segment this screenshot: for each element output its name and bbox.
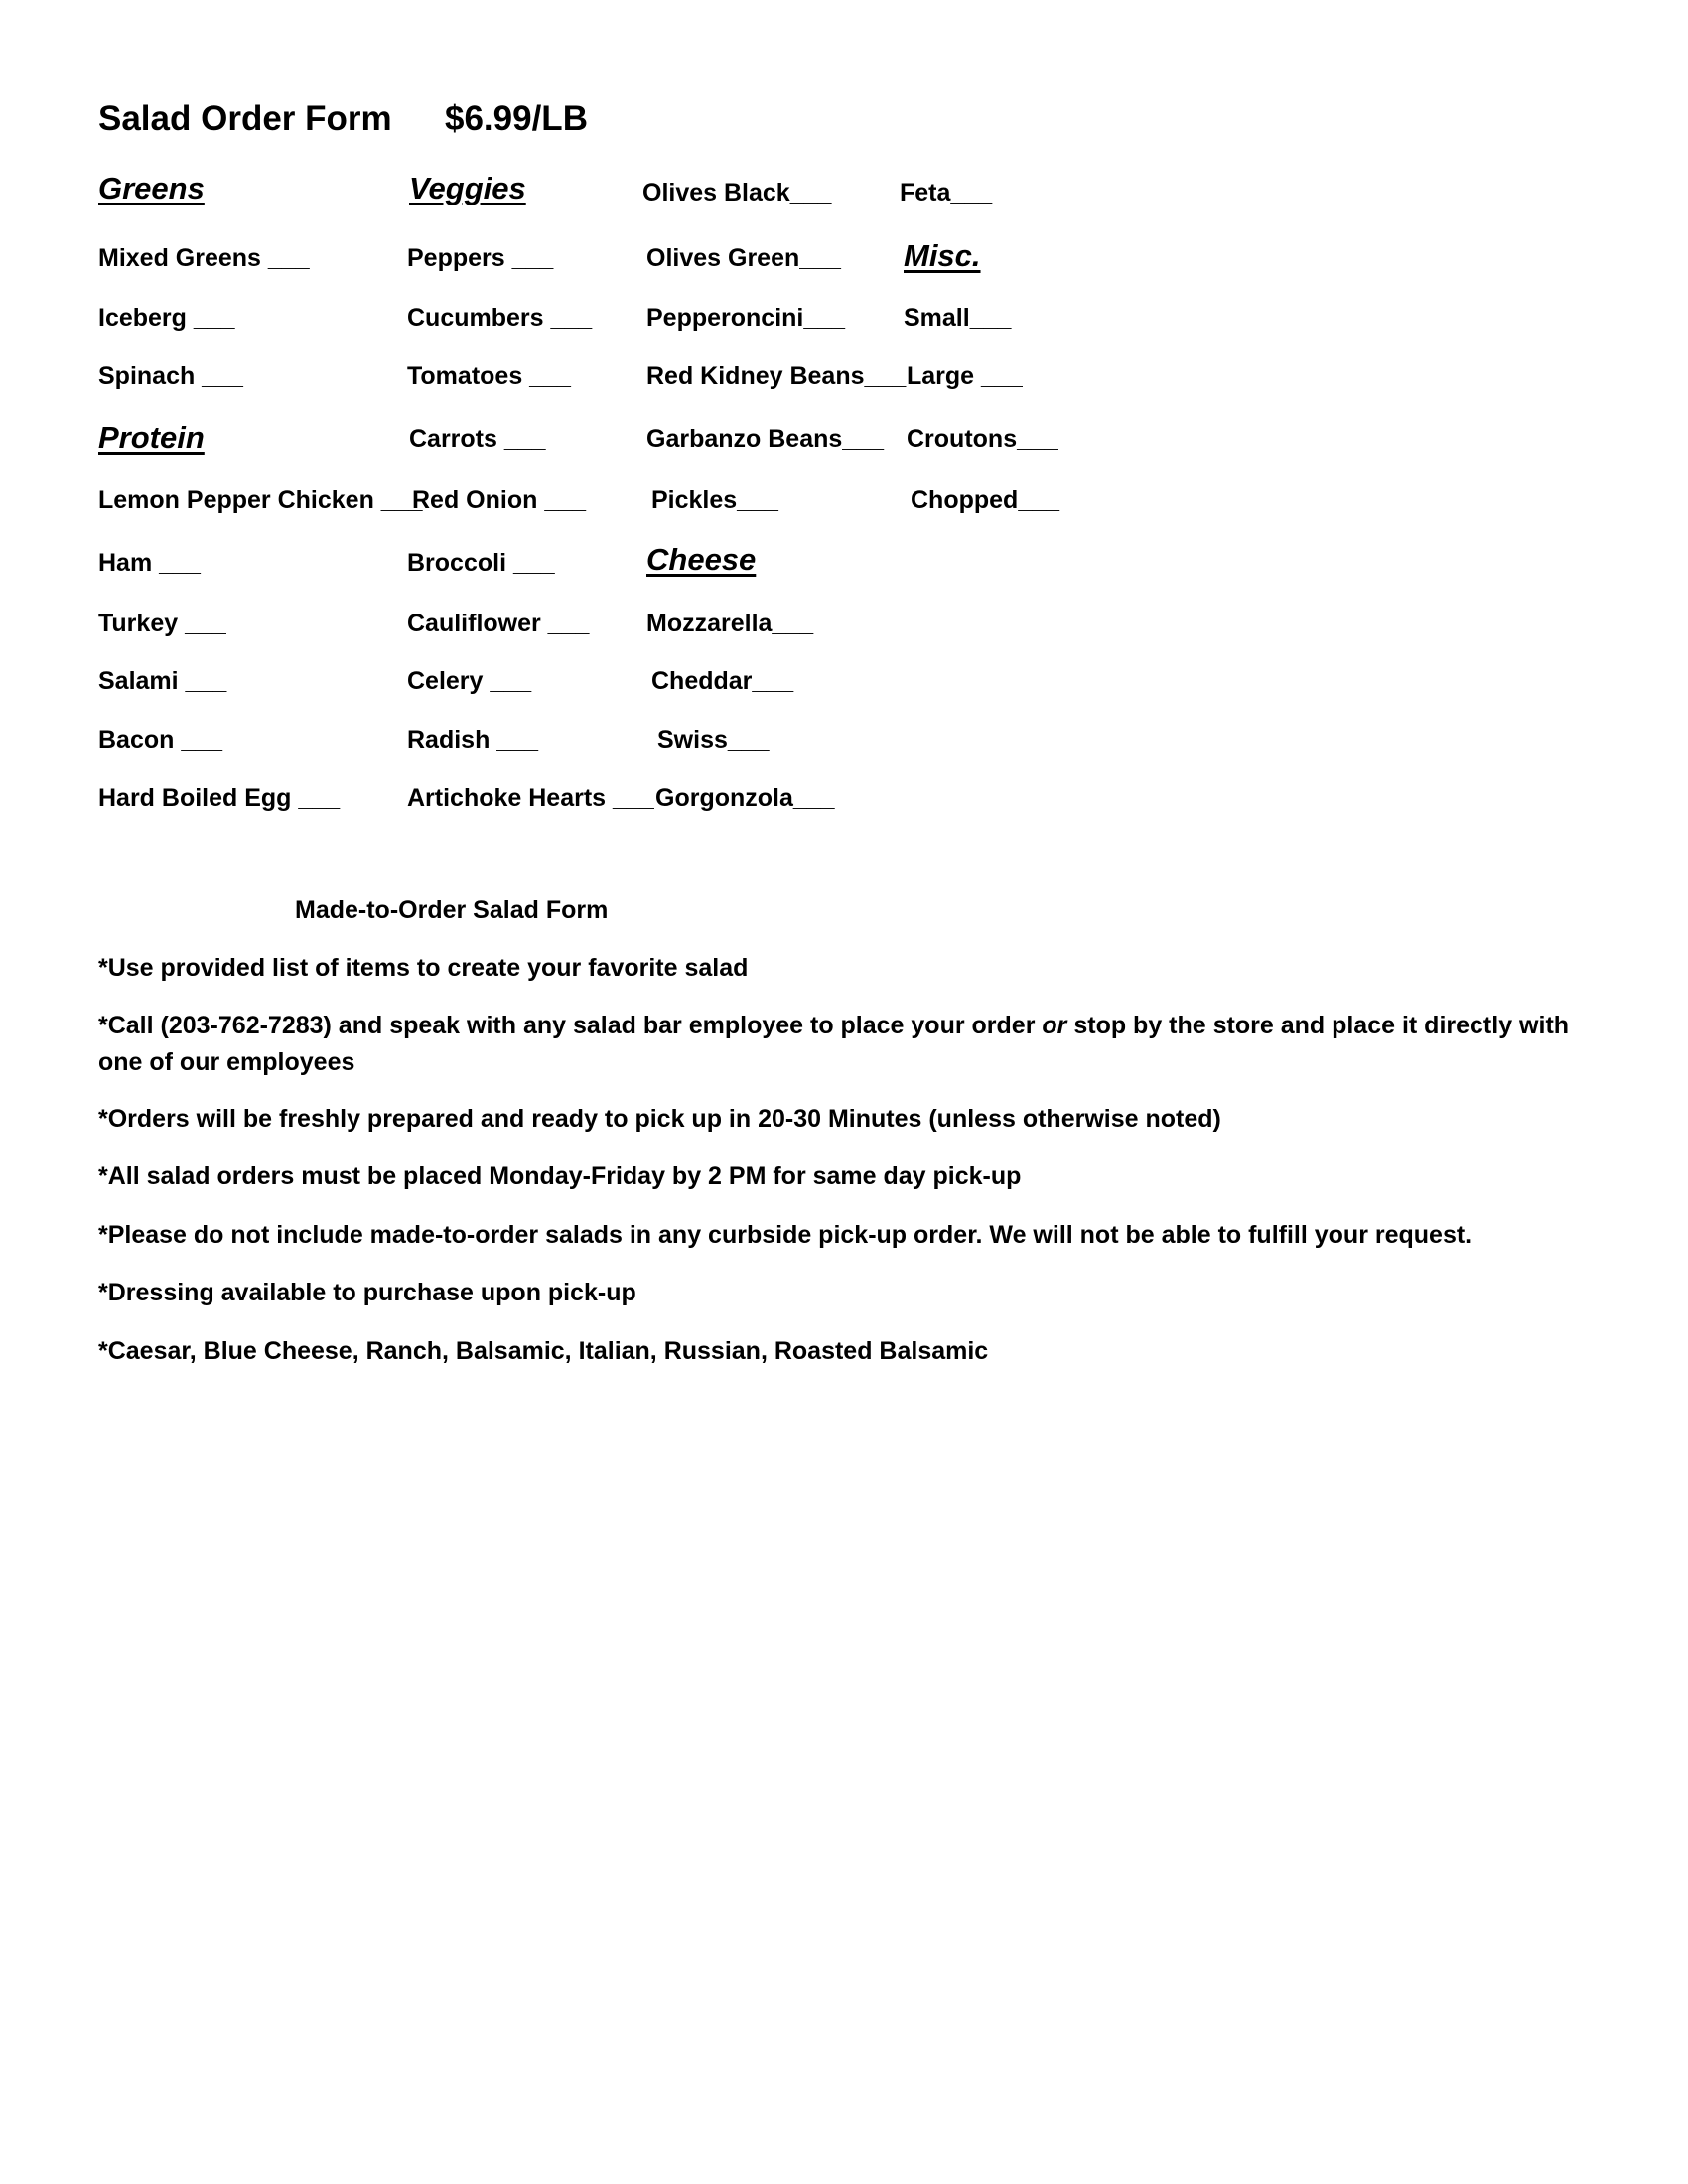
item-turkey: Turkey ___	[98, 610, 226, 637]
heading-misc: Misc.	[904, 238, 981, 273]
item-croutons: Croutons___	[907, 425, 1058, 453]
price-per-pound: $6.99/LB	[445, 99, 588, 138]
item-radish: Radish ___	[407, 726, 539, 753]
item-lemon-pepper-chicken: Lemon Pepper Chicken ___	[98, 486, 423, 514]
item-tomatoes: Tomatoes ___	[407, 362, 571, 390]
item-feta: Feta___	[900, 179, 993, 206]
item-hard-boiled-egg: Hard Boiled Egg ___	[98, 784, 341, 812]
item-olives-black: Olives Black___	[642, 179, 832, 206]
item-swiss: Swiss___	[657, 726, 770, 753]
item-bacon: Bacon ___	[98, 726, 223, 753]
item-carrots: Carrots ___	[409, 425, 546, 453]
item-red-onion: Red Onion ___	[412, 486, 587, 514]
item-cauliflower: Cauliflower ___	[407, 610, 590, 637]
heading-protein: Protein	[98, 420, 205, 455]
item-iceberg: Iceberg ___	[98, 304, 235, 332]
page-title: Salad Order Form	[98, 99, 392, 138]
note-call-order-part2: stop by the store and place it directly with one of our employees	[98, 1012, 1570, 1076]
note-dressing-list: *Caesar, Blue Cheese, Ranch, Balsamic, Italian, Russian, Roasted Balsamic	[98, 1337, 989, 1365]
item-chopped: Chopped___	[911, 486, 1060, 514]
heading-cheese: Cheese	[646, 542, 757, 577]
item-broccoli: Broccoli ___	[407, 549, 555, 577]
note-pickup-time: *Orders will be freshly prepared and ready to pick up in 20-30 Minutes (unless otherwise noted)	[98, 1105, 1221, 1133]
note-use-list: *Use provided list of items to create your favorite salad	[98, 954, 749, 982]
item-spinach: Spinach ___	[98, 362, 243, 390]
info-title: Made-to-Order Salad Form	[295, 896, 609, 924]
item-cucumbers: Cucumbers ___	[407, 304, 593, 332]
item-small: Small___	[904, 304, 1012, 332]
heading-greens: Greens	[98, 171, 205, 205]
note-call-order	[98, 1008, 1588, 1081]
note-call-order-part1: *Call (203-762-7283) and speak with any salad bar employee to place your order	[98, 1012, 1043, 1039]
item-garbanzo-beans: Garbanzo Beans___	[646, 425, 884, 453]
item-olives-green: Olives Green___	[646, 244, 841, 272]
item-gorgonzola: Gorgonzola___	[655, 784, 835, 812]
item-pepperoncini: Pepperoncini___	[646, 304, 846, 332]
note-curbside: *Please do not include made-to-order salads in any curbside pick-up order. We will not be able to fulfill your request.	[98, 1221, 1473, 1249]
item-ham: Ham ___	[98, 549, 201, 577]
note-call-order-or: or	[1042, 1012, 1067, 1039]
item-mozzarella: Mozzarella___	[646, 610, 814, 637]
item-celery: Celery ___	[407, 667, 532, 695]
item-artichoke-hearts: Artichoke Hearts ___	[407, 784, 654, 812]
item-salami: Salami ___	[98, 667, 227, 695]
item-pickles: Pickles___	[651, 486, 778, 514]
item-cheddar: Cheddar___	[651, 667, 794, 695]
item-large: Large ___	[907, 362, 1023, 390]
item-mixed-greens: Mixed Greens ___	[98, 244, 310, 272]
item-peppers: Peppers ___	[407, 244, 554, 272]
note-dressing: *Dressing available to purchase upon pick-up	[98, 1279, 636, 1306]
heading-veggies: Veggies	[409, 171, 526, 205]
note-order-deadline: *All salad orders must be placed Monday-Friday by 2 PM for same day pick-up	[98, 1162, 1022, 1190]
item-red-kidney-beans: Red Kidney Beans___	[646, 362, 907, 390]
